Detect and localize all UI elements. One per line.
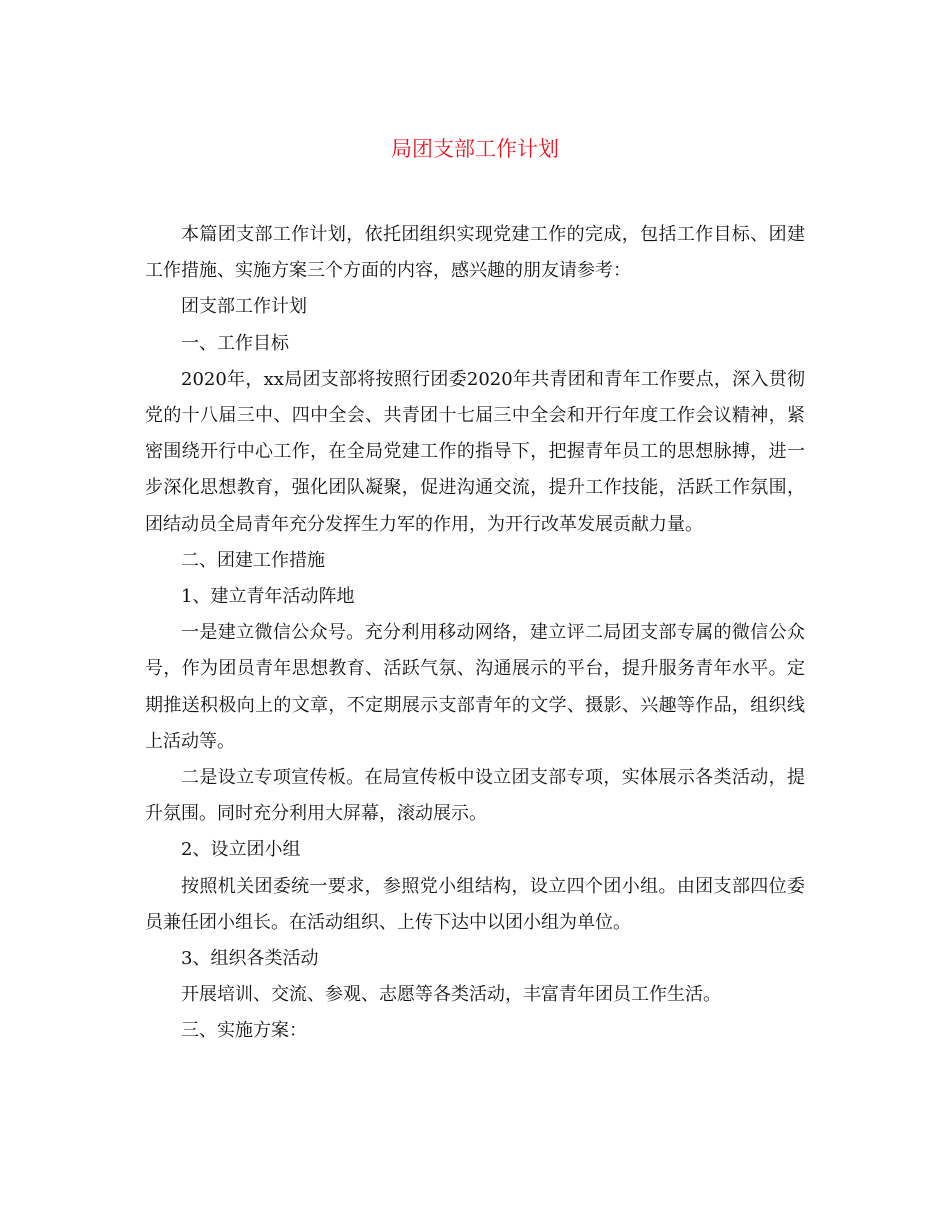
section-heading-measures: 二、团建工作措施 — [181, 549, 325, 571]
subheading-groups: 2、设立团小组 — [181, 839, 301, 861]
document-body — [145, 217, 805, 1050]
paragraph-wechat: 一是建立微信公众号。充分利用移动网络，建立评二局团支部专属的微信公众号，作为团员青年思想教育、活跃气氛、沟通展示的平台，提升服务青年水平。定期推送积极向上的文章，不定期展示支部青年的文学、摄影、兴趣等作品，组织线上活动等。 — [145, 622, 805, 752]
paragraph-groups: 按照机关团委统一要求，参照党小组结构，设立四个团小组。由团支部四位委员兼任团小组长。在活动组织、上传下达中以团小组为单位。 — [145, 875, 805, 933]
section-heading-implementation: 三、实施方案： — [181, 1020, 307, 1042]
subheading-youth-base: 1、建立青年活动阵地 — [181, 586, 355, 608]
paragraph-goals: 2020年，xx局团支部将按照行团委2020年共青团和青年工作要点，深入贯彻党的十八届三中、四中全会、共青团十七届三中全会和开行年度工作会议精神，紧密围绕开行中心工作，在全局党建工作的指导下，把握青年员工的思想脉搏，进一步深化思想教育，强化团队凝聚，促进沟通交流，提升工作技能，活跃工作氛围，团结动员全局青年充分发挥生力军的作用，为开行改革发展贡献力量。 — [145, 368, 805, 535]
document-title: 局团支部工作计划 — [391, 137, 559, 161]
subheading-activities: 3、组织各类活动 — [181, 948, 319, 970]
paragraph-board: 二是设立专项宣传板。在局宣传板中设立团支部专项，实体展示各类活动，提升氛围。同时充分利用大屏幕，滚动展示。 — [145, 767, 805, 825]
paragraph-intro: 本篇团支部工作计划，依托团组织实现党建工作的完成，包括工作目标、团建工作措施、实施方案三个方面的内容，感兴趣的朋友请参考： — [145, 224, 805, 282]
section-heading-goals: 一、工作目标 — [181, 332, 289, 354]
paragraph-activities: 开展培训、交流、参观、志愿等各类活动，丰富青年团员工作生活。 — [181, 984, 721, 1006]
paragraph-plan-heading: 团支部工作计划 — [181, 296, 307, 318]
